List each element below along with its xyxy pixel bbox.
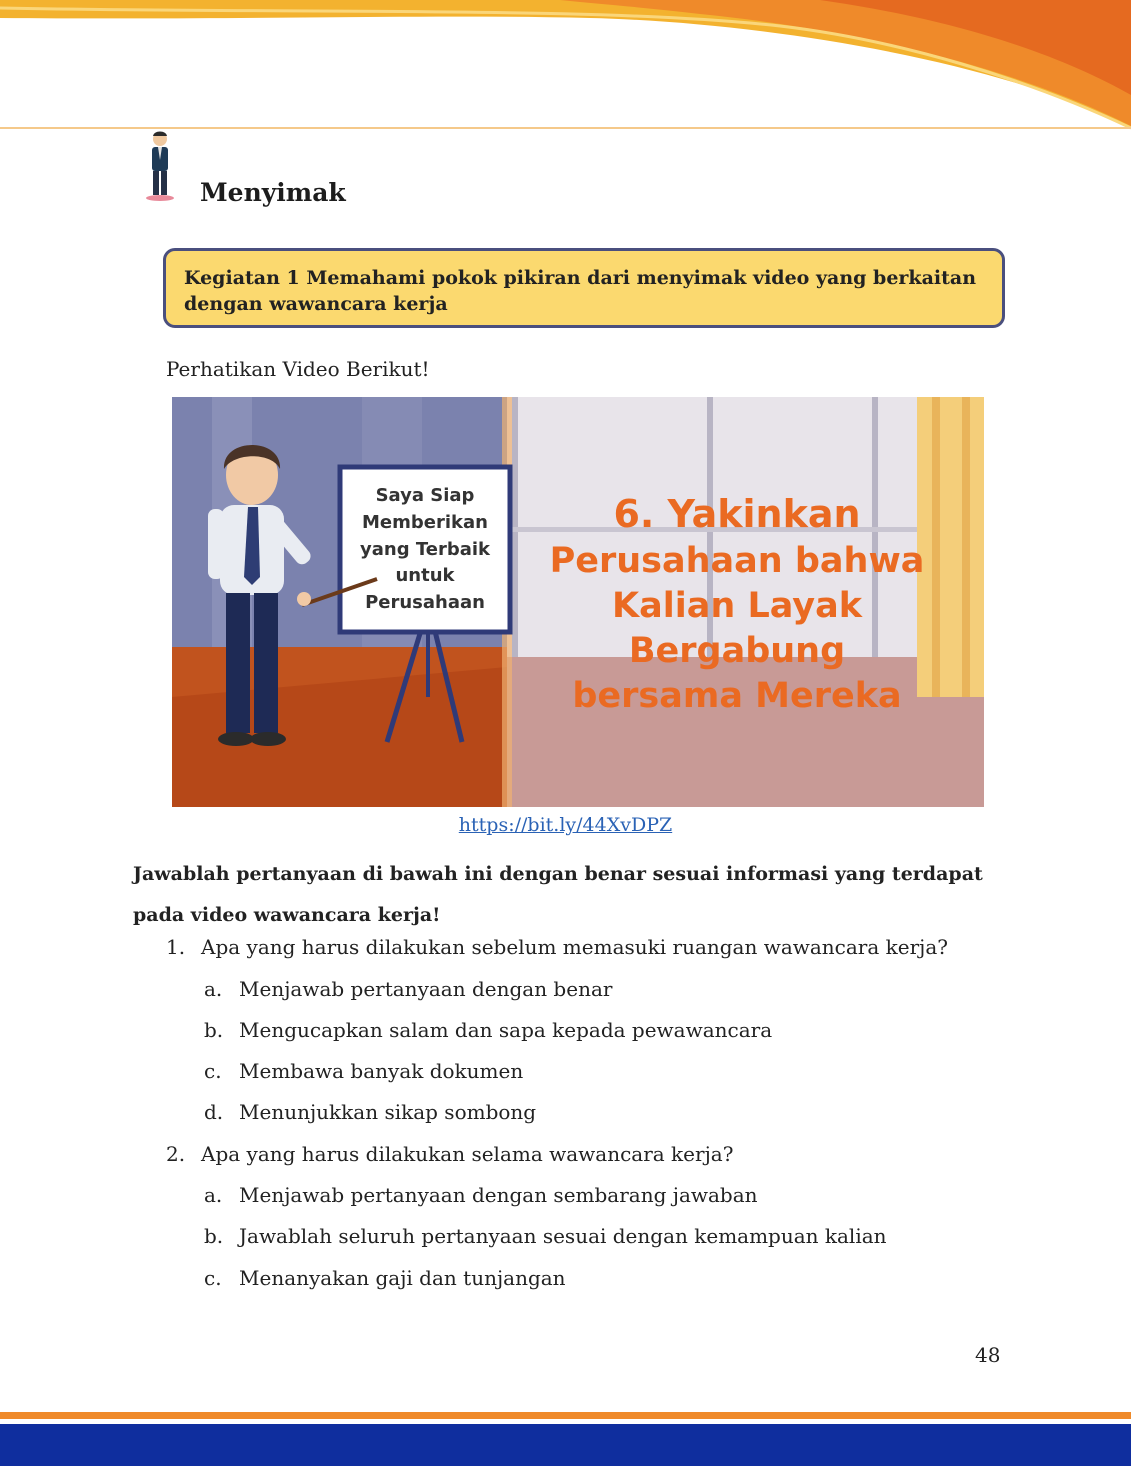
- question-text: Apa yang harus dilakukan selama wawancara kerja?: [201, 1142, 734, 1166]
- option-letter: a.: [204, 977, 223, 1001]
- option-letter: b.: [204, 1018, 224, 1042]
- footer-orange-stripe: [0, 1412, 1131, 1419]
- option-text: Mengucapkan salam dan sapa kepada pewawancara: [239, 1018, 773, 1042]
- board-line-4: untuk: [395, 565, 455, 586]
- activity-box: [163, 248, 1005, 328]
- businessman-icon: [140, 130, 180, 202]
- headline-line-5: bersama Mereka: [572, 676, 902, 716]
- headline-line-2: Perusahaan bahwa: [549, 541, 925, 581]
- headline-line-4: Bergabung: [628, 631, 846, 671]
- activity-label: Kegiatan 1 Memahami pokok pikiran dari menyimak video yang berkaitan dengan wawancara kerja: [184, 267, 977, 315]
- option-text: Menunjukkan sikap sombong: [239, 1100, 537, 1124]
- option-text: Menjawab pertanyaan dengan sembarang jawaban: [239, 1183, 758, 1207]
- instruction-text: Jawablah pertanyaan di bawah ini dengan benar sesuai informasi yang terdapat pada video wawancara kerja!: [133, 863, 983, 926]
- board-line-3: yang Terbaik: [360, 539, 490, 560]
- option-text: Membawa banyak dokumen: [239, 1059, 524, 1083]
- video-link[interactable]: https://bit.ly/44XvDPZ: [458, 814, 673, 836]
- headline-line-1: 6. Yakinkan: [613, 492, 861, 536]
- question-text: Apa yang harus dilakukan sebelum memasuki ruangan wawancara kerja?: [201, 935, 949, 959]
- option-text: Jawablah seluruh pertanyaan sesuai dengan kemampuan kalian: [239, 1224, 887, 1248]
- video-thumbnail[interactable]: [172, 397, 984, 807]
- video-link-container: [0, 814, 1131, 836]
- top-wave-banner: [0, 0, 1131, 140]
- board-line-5: Perusahaan: [365, 592, 485, 613]
- footer-blue-band: [0, 1424, 1131, 1466]
- video-scene: [172, 397, 984, 807]
- option-text: Menjawab pertanyaan dengan benar: [239, 977, 613, 1001]
- board-line-2: Memberikan: [362, 512, 488, 533]
- option-text: Menanyakan gaji dan tunjangan: [239, 1266, 566, 1290]
- section-title: Menyimak: [200, 178, 346, 207]
- option-letter: c.: [204, 1059, 222, 1083]
- option-letter: d.: [204, 1100, 224, 1124]
- board-line-1: Saya Siap: [375, 485, 475, 506]
- option-letter: c.: [204, 1266, 222, 1290]
- intro-text: Perhatikan Video Berikut!: [166, 357, 430, 381]
- option-letter: a.: [204, 1183, 223, 1207]
- option-letter: b.: [204, 1224, 224, 1248]
- question-number: 2.: [166, 1142, 186, 1166]
- question-number: 1.: [166, 935, 186, 959]
- page-number: 48: [975, 1343, 1001, 1367]
- headline-line-3: Kalian Layak: [611, 586, 863, 626]
